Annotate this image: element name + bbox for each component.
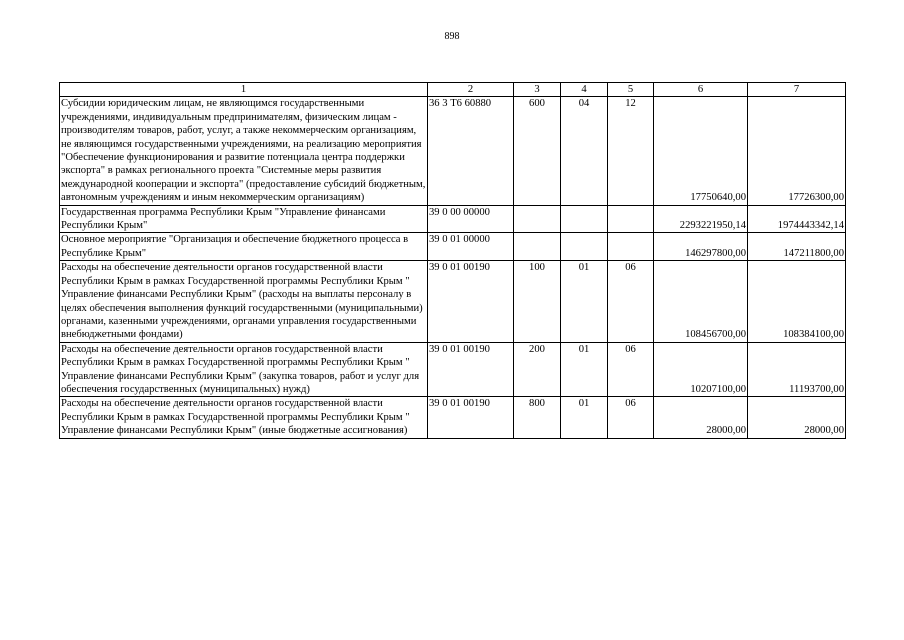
subsection: 12 <box>608 97 654 205</box>
header-cell: 3 <box>514 83 561 97</box>
table-row <box>60 205 846 233</box>
amount-col6: 17750640,00 <box>654 97 748 205</box>
item-code: 39 0 01 00190 <box>428 261 514 342</box>
amount-col6: 146297800,00 <box>654 233 748 261</box>
expense-type: 600 <box>514 97 561 205</box>
subsection <box>608 233 654 261</box>
item-name: Расходы на обеспечение деятельности органов государственной власти Республики Крым в рамках Государственной программы Республики Крым " Управление финансами Республики Крым" (закупка товаров, работ и услуг для обеспечения государственных (муниципальных) нужд) <box>60 342 428 397</box>
table-row <box>60 261 846 342</box>
header-cell: 4 <box>561 83 608 97</box>
amount-col7: 28000,00 <box>748 397 846 438</box>
header-cell: 5 <box>608 83 654 97</box>
amount-col7: 11193700,00 <box>748 342 846 397</box>
page-number: 898 <box>444 31 460 42</box>
section <box>561 205 608 233</box>
amount-col6: 108456700,00 <box>654 261 748 342</box>
section: 01 <box>561 397 608 438</box>
header-cell: 2 <box>428 83 514 97</box>
table-header-row <box>60 83 846 97</box>
item-code: 39 0 01 00190 <box>428 397 514 438</box>
item-name: Основное мероприятие "Организация и обеспечение бюджетного процесса в Республике Крым" <box>60 233 428 261</box>
amount-col7: 108384100,00 <box>748 261 846 342</box>
expense-type: 100 <box>514 261 561 342</box>
item-name: Субсидии юридическим лицам, не являющимся государственными учреждениями, индивидуальным предпринимателям, физическим лицам - производителям товаров, работ, услуг, а также некоммерческим организациям, не являющимся государственными учреждениями, на реализацию мероприятия "Обеспечение функционирования и развитие потенциала центра поддержки экспорта" в рамках регионального проекта "Системные меры развития международной кооперации и экспорта" (предоставление субсидий бюджетным, автономным учреждениям и иным некоммерческим организациям) <box>60 97 428 205</box>
table-row <box>60 233 846 261</box>
amount-col6: 2293221950,14 <box>654 205 748 233</box>
header-cell: 6 <box>654 83 748 97</box>
expense-type <box>514 233 561 261</box>
section: 04 <box>561 97 608 205</box>
table-row <box>60 397 846 438</box>
amount-col6: 28000,00 <box>654 397 748 438</box>
header-cell: 7 <box>748 83 846 97</box>
header-cell: 1 <box>60 83 428 97</box>
amount-col7: 1974443342,14 <box>748 205 846 233</box>
item-code: 36 3 Т6 60880 <box>428 97 514 205</box>
amount-col7: 17726300,00 <box>748 97 846 205</box>
budget-table <box>59 82 846 439</box>
item-name: Расходы на обеспечение деятельности органов государственной власти Республики Крым в рамках Государственной программы Республики Крым " Управление финансами Республики Крым" (иные бюджетные ассигнования) <box>60 397 428 438</box>
section <box>561 233 608 261</box>
expense-type: 800 <box>514 397 561 438</box>
section: 01 <box>561 342 608 397</box>
expense-type <box>514 205 561 233</box>
expense-type: 200 <box>514 342 561 397</box>
section: 01 <box>561 261 608 342</box>
table-row <box>60 342 846 397</box>
item-code: 39 0 01 00000 <box>428 233 514 261</box>
item-name: Государственная программа Республики Крым "Управление финансами Республики Крым" <box>60 205 428 233</box>
amount-col7: 147211800,00 <box>748 233 846 261</box>
subsection <box>608 205 654 233</box>
amount-col6: 10207100,00 <box>654 342 748 397</box>
item-code: 39 0 00 00000 <box>428 205 514 233</box>
subsection: 06 <box>608 261 654 342</box>
item-code: 39 0 01 00190 <box>428 342 514 397</box>
subsection: 06 <box>608 397 654 438</box>
item-name: Расходы на обеспечение деятельности органов государственной власти Республики Крым в рамках Государственной программы Республики Крым " Управление финансами Республики Крым" (расходы на выплаты персоналу в целях обеспечения выполнения функций государственными (муниципальными) органами, казенными учреждениями, органами управления государственными внебюджетными фондами) <box>60 261 428 342</box>
subsection: 06 <box>608 342 654 397</box>
table-row <box>60 97 846 205</box>
